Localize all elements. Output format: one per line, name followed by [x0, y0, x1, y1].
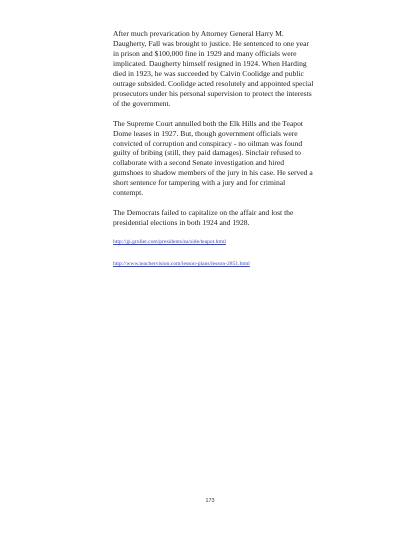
link-grolier[interactable]: http://gi.grolier.com/presidents/ea/side/teapot.html	[113, 239, 226, 246]
paragraph-democrats: The Democrats failed to capitalize on the affair and lost the presidential elections in both 1924 and 1928.	[113, 208, 294, 228]
page-number: 173	[205, 498, 215, 504]
paragraph-prosecution: After much prevarication by Attorney General Harry M. Daugherty, Fall was brought to justice. He sentenced to one year in prison and $100,000 fine in 1929 and many officials were implicated. Daugherty himself resigned in 1924. When Harding died in 1923, he was succeeded by Calvin Coolidge and public outrage subsided. Coolidge acted resolutely and appointed special prosecutors under his personal supervision to protect the interests of the government.	[113, 29, 314, 108]
paragraph-supreme-court: The Supreme Court annulled both the Elk Hills and the Teapot Dome leases in 1927. But, though government officials were convicted of corruption and conspiracy - no oilman was found guilty of bribing (still, they paid damages). Sinclair refused to collaborate with a second Senate investigation and hired gumshoes to shadow members of the jury in his case. He served a short sentence for tampering with a jury and for criminal contempt.	[113, 118, 313, 198]
link-teachervision[interactable]: http://www.teachervision.com/lesson-plans/lesson-2851.html	[113, 261, 250, 268]
body-text	[113, 29, 315, 268]
